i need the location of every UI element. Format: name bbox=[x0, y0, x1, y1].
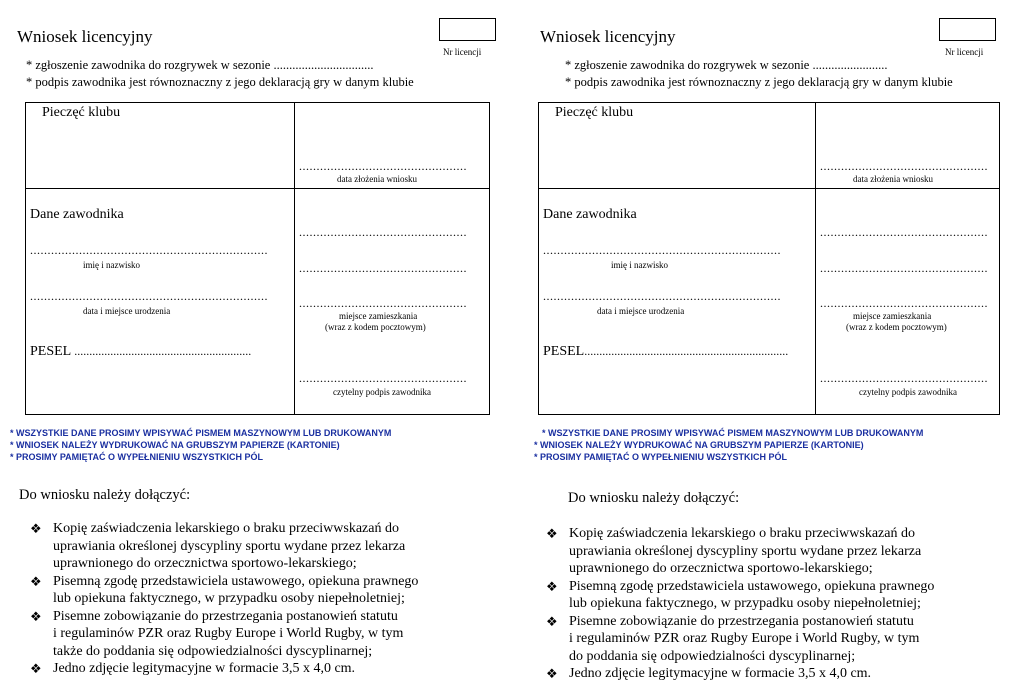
form-title: Wniosek licencyjny bbox=[17, 27, 153, 46]
pesel-text: PESEL bbox=[543, 344, 585, 359]
warning-line-2: * WNIOSEK NALEŻY WYDRUKOWAĆ NA GRUBSZYM PAPIERZE (KARTONIE) bbox=[10, 440, 340, 450]
name-label: imię i nazwisko bbox=[611, 260, 668, 270]
residence-label-postal: (wraz z kodem pocztowym) bbox=[846, 322, 947, 332]
signature-field[interactable]: ................................................ bbox=[820, 371, 988, 385]
attachment-item: ❖ Pisemne zobowiązanie do przestrzegania postanowień statutu i regulaminów PZR oraz Rugby Europe i World Rugby, w tym do poddania się odpowiedzialności dyscyplinarnej; bbox=[546, 613, 920, 664]
diamond-bullet-icon: ❖ bbox=[546, 666, 558, 681]
license-number-box[interactable] bbox=[939, 18, 996, 41]
signature-field[interactable]: ................................................ bbox=[299, 371, 467, 385]
pesel-label bbox=[543, 344, 788, 360]
warning-line-1: * WSZYSTKIE DANE PROSIMY WPISYWAĆ PISMEM MASZYNOWYM LUB DRUKOWANYM bbox=[542, 428, 924, 438]
license-form-right bbox=[520, 0, 1024, 698]
residence-field-3[interactable]: ................................................ bbox=[820, 296, 988, 310]
diamond-bullet-icon: ❖ bbox=[546, 613, 558, 629]
diamond-bullet-icon: ❖ bbox=[30, 661, 42, 676]
attachments-title: Do wniosku należy dołączyć: bbox=[568, 490, 740, 506]
season-note: * zgłoszenie zawodnika do rozgrywek w sezonie ................................ bbox=[26, 58, 374, 72]
player-data-label: Dane zawodnika bbox=[543, 207, 637, 222]
residence-label: miejsce zamieszkania bbox=[339, 311, 418, 321]
form-title: Wniosek licencyjny bbox=[540, 27, 676, 46]
residence-label-postal: (wraz z kodem pocztowym) bbox=[325, 322, 426, 332]
attachment-item: ❖ Pisemną zgodę przedstawiciela ustawowego, opiekuna prawnego lub opiekuna faktycznego, w przypadku osoby niepełnoletniej; bbox=[30, 573, 419, 606]
box-divider-vertical bbox=[294, 103, 295, 414]
name-field[interactable]: .................................................................... bbox=[30, 243, 268, 257]
date-field[interactable]: ................................................ bbox=[820, 159, 988, 173]
birth-label: data i miejsce urodzenia bbox=[597, 306, 685, 316]
attachment-item: ❖ Kopię zaświadczenia lekarskiego o braku przeciwwskazań do uprawiania określonej dyscypliny sportu wydane przez lekarza uprawnionego do orzecznictwa sportowo-lekarskiego; bbox=[546, 526, 922, 576]
warning-line-3: * PROSIMY PAMIĘTAĆ O WYPEŁNIENIU WSZYSTKICH PÓL bbox=[10, 452, 264, 462]
residence-field-2[interactable]: ................................................ bbox=[299, 261, 467, 275]
residence-field-1[interactable]: ................................................ bbox=[299, 225, 467, 239]
pesel-field[interactable]: .................................................................... bbox=[584, 344, 789, 358]
attachments-title: Do wniosku należy dołączyć: bbox=[19, 487, 191, 503]
player-data-label: Dane zawodnika bbox=[30, 207, 124, 222]
diamond-bullet-icon: ❖ bbox=[30, 608, 42, 624]
attachment-item: ❖ Pisemne zobowiązanie do przestrzegania postanowień statutu i regulaminów PZR oraz Rugby Europe i World Rugby, w tym także do poddania się odpowiedzialności dyscyplinarnej; bbox=[30, 608, 404, 659]
diamond-bullet-icon: ❖ bbox=[30, 573, 42, 589]
signature-label: czytelny podpis zawodnika bbox=[333, 387, 431, 397]
residence-field-2[interactable]: ................................................ bbox=[820, 261, 988, 275]
birth-field[interactable]: .................................................................... bbox=[30, 289, 268, 303]
attachment-item: ❖ Jedno zdjęcie legitymacyjne w formacie 3,5 x 4,0 cm. bbox=[30, 661, 356, 676]
box-divider-vertical bbox=[815, 103, 816, 414]
signature-label: czytelny podpis zawodnika bbox=[859, 387, 957, 397]
player-data-box bbox=[25, 102, 490, 415]
season-note: * zgłoszenie zawodnika do rozgrywek w sezonie ........................ bbox=[565, 58, 888, 72]
diamond-bullet-icon: ❖ bbox=[30, 521, 42, 536]
pesel-text: PESEL bbox=[30, 344, 71, 359]
residence-field-3[interactable]: ................................................ bbox=[299, 296, 467, 310]
license-number-box[interactable] bbox=[439, 18, 496, 41]
attachment-item: ❖ Kopię zaświadczenia lekarskiego o braku przeciwwskazań do uprawiania określonej dyscypliny sportu wydane przez lekarza uprawnionego do orzecznictwa sportowo-lekarskiego; bbox=[30, 521, 406, 571]
name-label: imię i nazwisko bbox=[83, 260, 140, 270]
club-stamp-label: Pieczęć klubu bbox=[42, 105, 121, 120]
license-number-label: Nr licencji bbox=[945, 47, 984, 57]
date-field[interactable]: ................................................ bbox=[299, 159, 467, 173]
box-divider-horizontal bbox=[26, 188, 489, 189]
attachments-list bbox=[30, 520, 418, 678]
birth-label: data i miejsce urodzenia bbox=[83, 306, 171, 316]
attachments-list bbox=[546, 525, 934, 683]
diamond-bullet-icon: ❖ bbox=[546, 578, 558, 594]
pesel-field[interactable]: ........................................................... bbox=[74, 344, 252, 358]
birth-field[interactable]: .................................................................... bbox=[543, 289, 781, 303]
club-stamp-label: Pieczęć klubu bbox=[555, 105, 634, 120]
signature-note: * podpis zawodnika jest równoznaczny z jego deklaracją gry w danym klubie bbox=[26, 75, 414, 89]
date-label: data złożenia wniosku bbox=[853, 174, 933, 184]
signature-note: * podpis zawodnika jest równoznaczny z jego deklaracją gry w danym klubie bbox=[565, 75, 953, 89]
attachment-item: ❖ Pisemną zgodę przedstawiciela ustawowego, opiekuna prawnego lub opiekuna faktycznego, w przypadku osoby niepełnoletniej; bbox=[546, 578, 935, 611]
attachment-item: ❖ Jedno zdjęcie legitymacyjne w formacie 3,5 x 4,0 cm. bbox=[546, 666, 872, 681]
residence-field-1[interactable]: ................................................ bbox=[820, 225, 988, 239]
warning-line-3: * PROSIMY PAMIĘTAĆ O WYPEŁNIENIU WSZYSTKICH PÓL bbox=[534, 452, 788, 462]
player-data-box bbox=[538, 102, 1000, 415]
warning-line-1: * WSZYSTKIE DANE PROSIMY WPISYWAĆ PISMEM MASZYNOWYM LUB DRUKOWANYM bbox=[10, 428, 392, 438]
pesel-label bbox=[30, 344, 251, 360]
date-label: data złożenia wniosku bbox=[337, 174, 417, 184]
diamond-bullet-icon: ❖ bbox=[546, 526, 558, 541]
warning-line-2: * WNIOSEK NALEŻY WYDRUKOWAĆ NA GRUBSZYM PAPIERZE (KARTONIE) bbox=[534, 440, 864, 450]
name-field[interactable]: .................................................................... bbox=[543, 243, 781, 257]
box-divider-horizontal bbox=[539, 188, 999, 189]
residence-label: miejsce zamieszkania bbox=[853, 311, 932, 321]
license-number-label: Nr licencji bbox=[443, 47, 482, 57]
